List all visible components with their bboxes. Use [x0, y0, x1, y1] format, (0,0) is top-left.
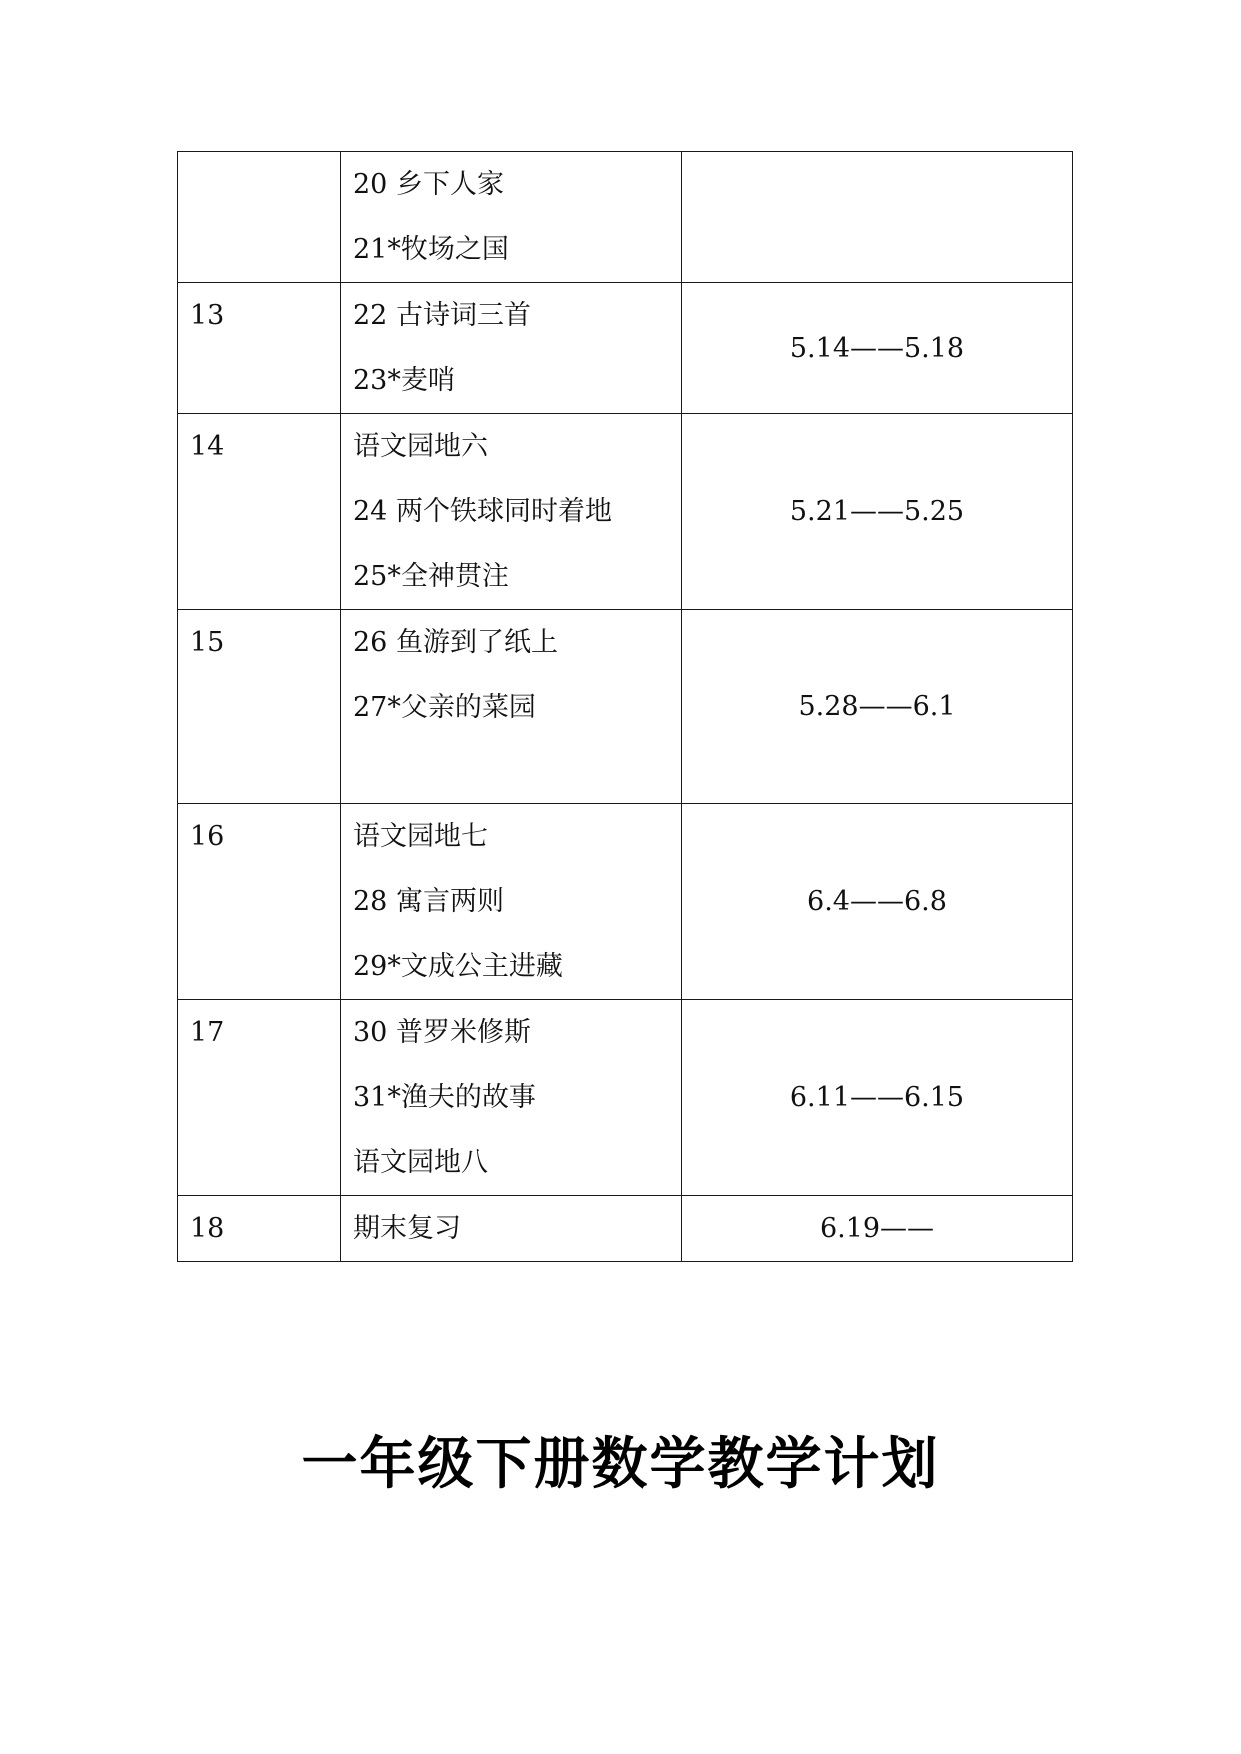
lesson-item: 26 鱼游到了纸上 [353, 627, 558, 658]
date-range-cell: 5.21——5.25 [682, 414, 1073, 610]
table-row [178, 610, 1073, 804]
lesson-item: 27*父亲的菜园 [353, 692, 536, 723]
date-range-cell: 6.4——6.8 [682, 804, 1073, 1000]
date-range-cell: 6.19—— [682, 1196, 1073, 1262]
lesson-item: 22 古诗词三首 [353, 300, 531, 331]
lesson-cell [341, 283, 682, 414]
lesson-cell [341, 1196, 682, 1262]
lesson-item: 31*渔夫的故事 [353, 1082, 536, 1113]
table-row [178, 1000, 1073, 1196]
lesson-item: 语文园地七 [353, 821, 488, 852]
lesson-cell [341, 414, 682, 610]
table-row [178, 1196, 1073, 1262]
lesson-item: 20 乡下人家 [353, 169, 504, 200]
lesson-item: 24 两个铁球同时着地 [353, 496, 612, 527]
week-cell: 17 [178, 1000, 341, 1196]
week-cell: 15 [178, 610, 341, 804]
lesson-cell [341, 610, 682, 804]
lesson-item: 23*麦哨 [353, 365, 455, 396]
date-range-cell: 5.14——5.18 [682, 283, 1073, 414]
date-range-cell [682, 152, 1073, 283]
lesson-item: 30 普罗米修斯 [353, 1017, 531, 1048]
lesson-item: 期末复习 [353, 1213, 461, 1244]
week-cell: 13 [178, 283, 341, 414]
week-cell: 14 [178, 414, 341, 610]
page-title: 一年级下册数学教学计划 [301, 1432, 940, 1497]
lesson-cell [341, 152, 682, 283]
table-row [178, 283, 1073, 414]
date-range-cell: 6.11——6.15 [682, 1000, 1073, 1196]
lesson-item: 语文园地六 [353, 431, 488, 462]
table-row [178, 414, 1073, 610]
date-range-cell: 5.28——6.1 [682, 610, 1073, 804]
week-cell: 16 [178, 804, 341, 1000]
table-row [178, 804, 1073, 1000]
schedule-table [177, 151, 1073, 1262]
lesson-item: 25*全神贯注 [353, 561, 509, 592]
lesson-cell [341, 804, 682, 1000]
table-row [178, 152, 1073, 283]
week-cell: 18 [178, 1196, 341, 1262]
week-cell [178, 152, 341, 283]
lesson-item: 29*文成公主进藏 [353, 951, 563, 982]
lesson-item: 28 寓言两则 [353, 886, 504, 917]
lesson-item: 语文园地八 [353, 1147, 488, 1178]
lesson-cell [341, 1000, 682, 1196]
lesson-item: 21*牧场之国 [353, 234, 509, 265]
